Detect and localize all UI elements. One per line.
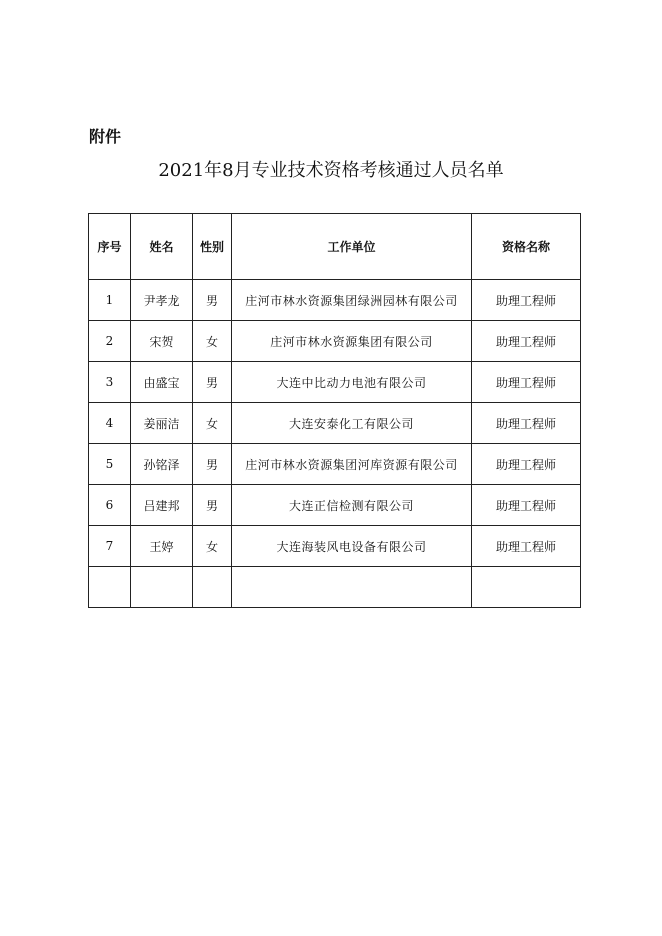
cell-gender: 女: [193, 321, 232, 362]
cell-qualification: 助理工程师: [472, 485, 581, 526]
cell-employer: 庄河市林水资源集团有限公司: [232, 321, 472, 362]
cell-employer: 庄河市林水资源集团河库资源有限公司: [232, 444, 472, 485]
header-gender: 性别: [193, 214, 232, 280]
cell-index: 6: [89, 485, 131, 526]
cell-gender: 女: [193, 403, 232, 444]
cell-name: 姜丽洁: [131, 403, 193, 444]
cell-name: 吕建邦: [131, 485, 193, 526]
cell-qualification: 助理工程师: [472, 362, 581, 403]
cell-name: 宋贺: [131, 321, 193, 362]
cell-gender: 女: [193, 526, 232, 567]
cell-gender: 男: [193, 280, 232, 321]
header-employer: 工作单位: [232, 214, 472, 280]
cell-employer: [232, 567, 472, 608]
table-header-row: [89, 214, 581, 280]
cell-employer: 大连中比动力电池有限公司: [232, 362, 472, 403]
cell-index: 2: [89, 321, 131, 362]
cell-index: [89, 567, 131, 608]
table-row: [89, 403, 581, 444]
table-row: [89, 485, 581, 526]
header-qualification: 资格名称: [472, 214, 581, 280]
table-row: [89, 444, 581, 485]
cell-gender: 男: [193, 485, 232, 526]
cell-qualification: 助理工程师: [472, 403, 581, 444]
cell-index: 1: [89, 280, 131, 321]
cell-index: 5: [89, 444, 131, 485]
table-row: [89, 280, 581, 321]
cell-index: 4: [89, 403, 131, 444]
attachment-label: 附件: [89, 127, 122, 146]
header-name: 姓名: [131, 214, 193, 280]
cell-employer: 大连正信检测有限公司: [232, 485, 472, 526]
table-row: [89, 321, 581, 362]
cell-name: [131, 567, 193, 608]
cell-qualification: 助理工程师: [472, 280, 581, 321]
cell-gender: 男: [193, 444, 232, 485]
cell-employer: 大连海装风电设备有限公司: [232, 526, 472, 567]
cell-name: 尹孝龙: [131, 280, 193, 321]
cell-name: 王婷: [131, 526, 193, 567]
personnel-table: [88, 213, 581, 608]
table-row-empty: [89, 567, 581, 608]
cell-employer: 大连安泰化工有限公司: [232, 403, 472, 444]
cell-qualification: 助理工程师: [472, 321, 581, 362]
cell-qualification: 助理工程师: [472, 526, 581, 567]
header-index: 序号: [89, 214, 131, 280]
cell-name: 由盛宝: [131, 362, 193, 403]
cell-qualification: 助理工程师: [472, 444, 581, 485]
cell-gender: 男: [193, 362, 232, 403]
cell-name: 孙铭泽: [131, 444, 193, 485]
table-row: [89, 362, 581, 403]
cell-qualification: [472, 567, 581, 608]
document-title: 2021年8月专业技术资格考核通过人员名单: [158, 160, 504, 181]
cell-employer: 庄河市林水资源集团绿洲园林有限公司: [232, 280, 472, 321]
cell-gender: [193, 567, 232, 608]
table-row: [89, 526, 581, 567]
cell-index: 7: [89, 526, 131, 567]
cell-index: 3: [89, 362, 131, 403]
